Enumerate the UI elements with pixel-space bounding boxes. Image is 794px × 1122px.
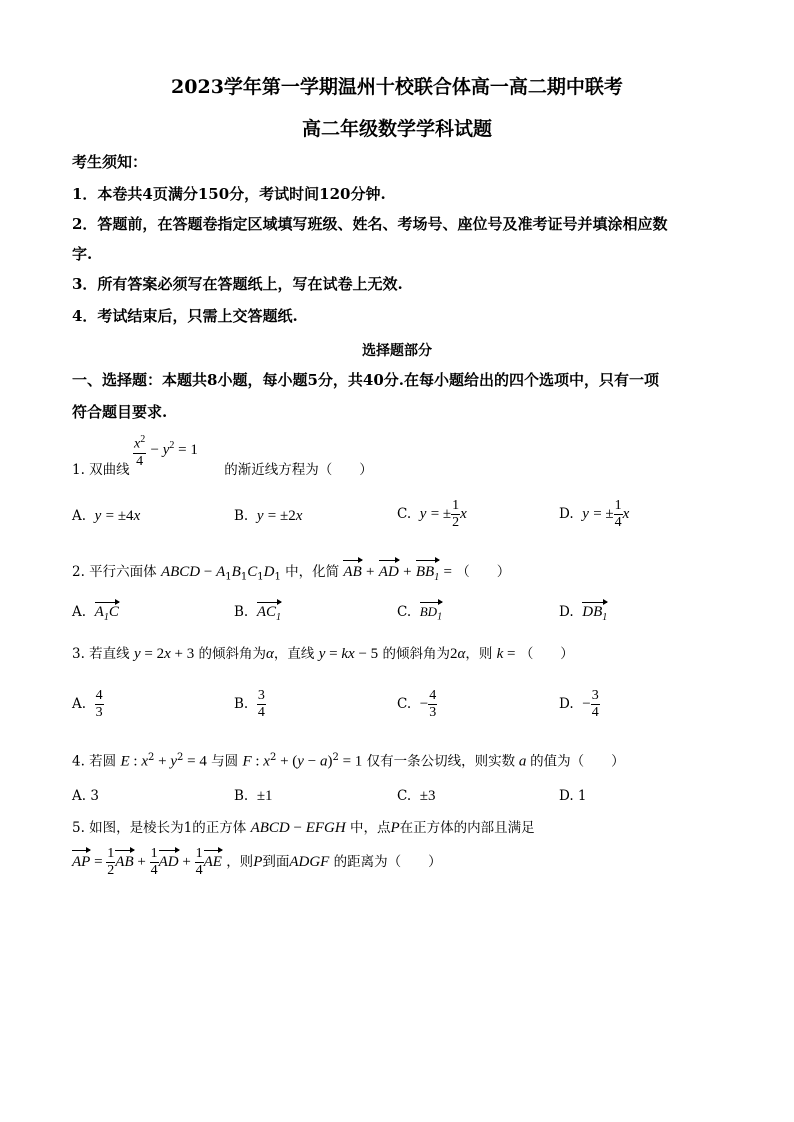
q1-option-c[interactable]: C. y = ± $\frac{1}{2}$ x [397, 498, 467, 530]
notice-item-1: 1．本卷共4页满分150分，考试时间120分钟. [72, 185, 386, 203]
q4-option-a[interactable]: A. 3 [72, 788, 99, 804]
q1-option-d[interactable]: D. y = ± $\frac{1}{4}$ x [559, 498, 630, 530]
notice-item-2: 2．答题前，在答题卷指定区域填写班级、姓名、考场号、座位号及准考证号并填涂相应数 [72, 215, 668, 233]
q4-option-c[interactable]: C. ±3 [397, 788, 436, 804]
q4-stem: 4. 若圆 E : $x^2 + y^2 = 4$ 与圆 F : $x^2 + (y - a)^2 = 1$ 仅有一条公切线，则实数 a 的值为（ ） [72, 752, 625, 770]
q5-stem-line1: 5. 如图，是棱长为1的正方体 ABCD − EFGH 中，点P在正方体的内部且满足 [72, 820, 535, 836]
section-intro-1: 一、选择题：本题共8小题，每小题5分，共40分.在每小题给出的四个选项中，只有一项 [72, 371, 659, 389]
q2-option-a[interactable]: A. $A_1C$ [72, 604, 119, 623]
q1-equation: $\frac{x^2}{4}$ − $y^2 = 1$ [134, 434, 198, 469]
q3-option-b[interactable]: B. $\frac{3}{4}$ [234, 688, 265, 720]
q3-option-a[interactable]: A. $\frac{4}{3}$ [72, 688, 103, 720]
exam-subtitle: 高二年级数学学科试题 [301, 118, 492, 140]
q4-option-d[interactable]: D. 1 [559, 788, 587, 804]
q2-option-c[interactable]: C. $BD_1$ [397, 604, 443, 623]
notice-item-3: 3．所有答案必须写在答题纸上，写在试卷上无效. [72, 275, 403, 293]
q3-option-c[interactable]: C. − $\frac{4}{3}$ [397, 688, 437, 720]
q2-stem: 2. 平行六面体 ABCD − $A_1B_1C_1D_1$ 中，化简 AB + AD + $BB_1$ = （ ） [72, 562, 510, 588]
q1-stem: 1. 双曲线 的渐近线方程为（ ） [72, 462, 373, 478]
q1-option-a[interactable]: A. y = ±4x [72, 508, 141, 524]
q4-option-b[interactable]: B. ±1 [234, 788, 273, 804]
q5-stem-line2: AP = $\frac{1}{2}$ AB + $\frac{1}{4}$ AD + $\frac{1}{4}$ AE ，则P到面ADGF 的距离为（ ） [72, 846, 442, 878]
exam-title: 2023学年第一学期温州十校联合体高一高二期中联考 [171, 76, 623, 98]
q2-option-b[interactable]: B. $AC_1$ [234, 604, 281, 623]
notice-item-4: 4．考试结束后，只需上交答题纸. [72, 307, 298, 325]
notice-item-2-cont: 字. [72, 245, 93, 263]
section-title: 选择题部分 [362, 343, 432, 359]
notice-heading: 考生须知： [72, 153, 148, 171]
q3-stem: 3. 若直线 y = 2x + 3 的倾斜角为α，直线 y = kx − 5 的倾斜角为2α，则 k = （ ） [72, 646, 574, 662]
section-intro-2: 符合题目要求. [72, 403, 168, 421]
q2-option-d[interactable]: D. $DB_1$ [559, 604, 608, 623]
q1-option-b[interactable]: B. y = ±2x [234, 508, 303, 524]
q3-option-d[interactable]: D. − $\frac{3}{4}$ [559, 688, 599, 720]
